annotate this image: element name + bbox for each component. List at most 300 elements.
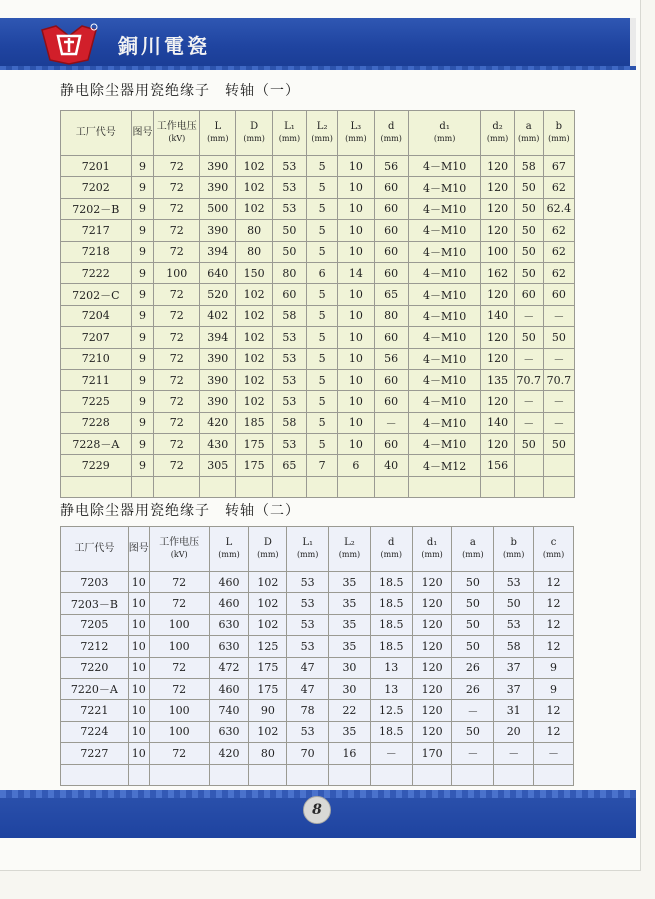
table-cell: 58 (494, 636, 534, 657)
table-cell: 12 (534, 572, 574, 593)
table-cell: 5 (307, 284, 338, 305)
table-cell (338, 476, 374, 497)
table2-header-row (61, 527, 574, 572)
table-cell: 72 (154, 369, 200, 390)
table-cell: 53 (287, 614, 329, 635)
table-cell: 102 (236, 156, 272, 177)
table-cell: 7221 (61, 700, 129, 721)
table-cell: 37 (494, 678, 534, 699)
table-cell: 156 (481, 455, 514, 476)
table-cell: 7204 (61, 305, 132, 326)
table-cell: 47 (287, 657, 329, 678)
table-cell: 4－M10 (408, 198, 481, 219)
table-cell (481, 476, 514, 497)
table-cell: 37 (494, 657, 534, 678)
table-cell: 7205 (61, 614, 129, 635)
table-cell: 7217 (61, 220, 132, 241)
table-cell: 60 (374, 241, 408, 262)
table-cell: 80 (236, 220, 272, 241)
table-cell: 102 (249, 721, 287, 742)
table-cell: 50 (543, 327, 574, 348)
table-cell: － (452, 700, 494, 721)
table-cell: 67 (543, 156, 574, 177)
table1-header-unit: (kV) (168, 134, 186, 143)
table-cell: 390 (200, 156, 236, 177)
table-cell: 7220 (61, 657, 129, 678)
table-cell: 60 (514, 284, 543, 305)
table-cell: 22 (329, 700, 371, 721)
table-cell (494, 764, 534, 785)
table2-header-cell (534, 527, 574, 572)
table-cell: 13 (370, 657, 412, 678)
table-cell: 60 (374, 198, 408, 219)
table-cell: 394 (200, 327, 236, 348)
table-cell: 62 (543, 220, 574, 241)
table-cell: 35 (329, 614, 371, 635)
table2-header-cell (209, 527, 249, 572)
table-cell: 102 (236, 305, 272, 326)
table-cell: 5 (307, 348, 338, 369)
table-cell (514, 476, 543, 497)
table-cell: 4－M10 (408, 177, 481, 198)
table-cell: 53 (272, 391, 306, 412)
table-cell: 72 (154, 327, 200, 348)
table2-header-cell (249, 527, 287, 572)
table-cell: 120 (412, 593, 452, 614)
table-cell: 7207 (61, 327, 132, 348)
table2-header-label: 图号 (128, 543, 149, 554)
table-cell: 60 (374, 220, 408, 241)
table1-header-label: d₁ (439, 121, 450, 132)
table-cell: 12 (534, 614, 574, 635)
table-cell: 56 (374, 348, 408, 369)
table-cell: 60 (543, 284, 574, 305)
table2-header-unit: (mm) (502, 550, 525, 559)
table-cell: 7227 (61, 743, 129, 764)
table-cell: 70 (287, 743, 329, 764)
table-cell: 402 (200, 305, 236, 326)
table1-header-label: 工厂代号 (75, 127, 116, 138)
table-cell: 80 (374, 305, 408, 326)
table-cell: 120 (481, 391, 514, 412)
table-cell: 9 (131, 412, 154, 433)
table-cell: 472 (209, 657, 249, 678)
table-cell: 100 (149, 721, 209, 742)
table1-header-unit: (mm) (518, 134, 540, 143)
table-cell (128, 764, 149, 785)
table-cell: 30 (329, 657, 371, 678)
table-cell: 630 (209, 721, 249, 742)
table2-header-unit: (mm) (542, 550, 565, 559)
table1-header-cell (481, 111, 514, 156)
table-cell: 72 (154, 156, 200, 177)
table-cell: 120 (481, 284, 514, 305)
table-cell: 10 (128, 636, 149, 657)
table-cell: 390 (200, 348, 236, 369)
table-cell: 53 (272, 348, 306, 369)
table1-header-label: d (387, 121, 395, 132)
table2-header-unit: (mm) (338, 550, 361, 559)
table-cell: 4－M10 (408, 369, 481, 390)
table2-header-label: b (510, 537, 517, 548)
table-cell: 7202－B (61, 198, 132, 219)
table-cell: 9 (131, 198, 154, 219)
table-cell: 102 (249, 614, 287, 635)
table-cell: 7202 (61, 177, 132, 198)
table-cell: 50 (272, 241, 306, 262)
table1-header-cell (307, 111, 338, 156)
table-cell: 72 (149, 657, 209, 678)
table-cell: 150 (236, 262, 272, 283)
table-cell: 9 (131, 284, 154, 305)
table-cell: 58 (272, 305, 306, 326)
table-cell: 53 (494, 614, 534, 635)
table1-header-cell (374, 111, 408, 156)
table2-header-label: L₂ (344, 537, 355, 548)
table-cell: 72 (154, 412, 200, 433)
table-cell: 53 (287, 721, 329, 742)
table1-header-label: 图号 (132, 127, 153, 138)
table-cell: 4－M10 (408, 305, 481, 326)
table-cell: 72 (154, 305, 200, 326)
table-cell: 9 (131, 391, 154, 412)
table-cell: 35 (329, 572, 371, 593)
table-cell: 7212 (61, 636, 129, 657)
table-cell: 50 (452, 572, 494, 593)
table-cell: 10 (338, 156, 374, 177)
table-cell: 50 (452, 614, 494, 635)
table-cell: 7218 (61, 241, 132, 262)
table-cell: 120 (412, 721, 452, 742)
table-cell: 53 (272, 327, 306, 348)
table-cell: 9 (534, 657, 574, 678)
table-cell: 175 (236, 455, 272, 476)
table-cell: 185 (236, 412, 272, 433)
table-cell: 53 (494, 572, 534, 593)
table-cell: 50 (452, 636, 494, 657)
table1 (60, 110, 575, 498)
table1-header-unit: (mm) (380, 134, 402, 143)
table-row (61, 369, 575, 390)
table1-header-label: L₁ (284, 121, 295, 132)
table-cell: 120 (481, 327, 514, 348)
table-cell: 125 (249, 636, 287, 657)
table-cell: 4－M10 (408, 348, 481, 369)
table-cell (249, 764, 287, 785)
table-row (61, 721, 574, 742)
table2-header-label: 工作电压 (159, 537, 200, 548)
table-cell: 50 (514, 262, 543, 283)
table-cell: 460 (209, 572, 249, 593)
table1-header-unit: (mm) (548, 134, 570, 143)
table1-title: 静电除尘器用瓷绝缘子 转轴（一） (60, 83, 300, 99)
table-row (61, 327, 575, 348)
table2-header-cell (370, 527, 412, 572)
table2-header-cell (494, 527, 534, 572)
table-cell: 7203 (61, 572, 129, 593)
table-cell: 5 (307, 391, 338, 412)
table-row (61, 177, 575, 198)
table-cell: 4－M10 (408, 220, 481, 241)
table-cell: 7228 (61, 412, 132, 433)
table-cell: 9 (534, 678, 574, 699)
table-cell: 6 (307, 262, 338, 283)
table-cell (307, 476, 338, 497)
table-cell: 10 (128, 572, 149, 593)
table-cell: 20 (494, 721, 534, 742)
table-cell: 10 (128, 700, 149, 721)
table2-header-label: c (550, 537, 557, 548)
table-cell: 175 (249, 678, 287, 699)
table-cell: 65 (272, 455, 306, 476)
table-cell: － (543, 305, 574, 326)
table-cell: 102 (236, 348, 272, 369)
table-cell: 12 (534, 593, 574, 614)
table-cell: 102 (236, 391, 272, 412)
table-cell: 50 (514, 434, 543, 455)
table-cell: 430 (200, 434, 236, 455)
table-cell: 56 (374, 156, 408, 177)
table-cell: 120 (481, 434, 514, 455)
table1-header-cell (514, 111, 543, 156)
table1-header-label: L (214, 121, 222, 132)
table-cell: 9 (131, 262, 154, 283)
table-cell (236, 476, 272, 497)
table-cell: 35 (329, 721, 371, 742)
table-cell: 47 (287, 678, 329, 699)
table1-header-label: L₂ (316, 121, 328, 132)
table-cell: 10 (338, 198, 374, 219)
table2-header-cell (287, 527, 329, 572)
table-cell: 5 (307, 177, 338, 198)
table-cell (412, 764, 452, 785)
table-cell: 72 (149, 593, 209, 614)
table-cell: 100 (481, 241, 514, 262)
table2-header-label: D (263, 537, 272, 548)
table-cell: 4－M10 (408, 412, 481, 433)
table-cell: 4－M10 (408, 327, 481, 348)
table-cell: 9 (131, 305, 154, 326)
table-cell: 50 (494, 593, 534, 614)
table-cell: 120 (481, 156, 514, 177)
table-cell: 10 (338, 177, 374, 198)
table-cell (61, 476, 132, 497)
table-cell (200, 476, 236, 497)
table-cell: 10 (338, 305, 374, 326)
table1-header-unit: (mm) (243, 134, 265, 143)
table-row (61, 220, 575, 241)
table-cell: 60 (374, 327, 408, 348)
table-cell: 72 (149, 678, 209, 699)
table1-header-unit: (mm) (345, 134, 367, 143)
table-cell: 7220－A (61, 678, 129, 699)
table-cell: 7224 (61, 721, 129, 742)
table-cell: 100 (154, 262, 200, 283)
company-logo-icon (38, 22, 100, 66)
table-cell: 26 (452, 657, 494, 678)
table-cell: 4－M10 (408, 391, 481, 412)
table1-header-label: a (525, 121, 532, 132)
table-cell: － (374, 412, 408, 433)
table-cell (209, 764, 249, 785)
table-cell: 4－M10 (408, 241, 481, 262)
table2-header-unit: (mm) (257, 550, 279, 559)
table-cell: － (370, 743, 412, 764)
table-cell: 140 (481, 412, 514, 433)
table-cell (543, 455, 574, 476)
table-cell: 10 (128, 678, 149, 699)
table-cell: 7210 (61, 348, 132, 369)
table-cell: 35 (329, 636, 371, 657)
table-row (61, 455, 575, 476)
table-cell: 40 (374, 455, 408, 476)
table-cell: 4－M12 (408, 455, 481, 476)
table-cell: 72 (149, 743, 209, 764)
table-cell: 30 (329, 678, 371, 699)
table-cell: 10 (338, 284, 374, 305)
table-cell: 14 (338, 262, 374, 283)
table-cell: 9 (131, 369, 154, 390)
table-cell: 9 (131, 156, 154, 177)
table-cell (149, 764, 209, 785)
table-cell: 5 (307, 156, 338, 177)
table2-header-label: L₁ (302, 537, 313, 548)
table-cell: 10 (128, 657, 149, 678)
table-cell: 500 (200, 198, 236, 219)
table-cell: 18.5 (370, 721, 412, 742)
table-cell: 5 (307, 434, 338, 455)
table-cell: 4－M10 (408, 434, 481, 455)
table-cell: 390 (200, 369, 236, 390)
table-cell: 6 (338, 455, 374, 476)
table-cell: 7222 (61, 262, 132, 283)
table-cell: 50 (543, 434, 574, 455)
table-row (61, 678, 574, 699)
table-cell: － (543, 391, 574, 412)
table-cell: － (534, 743, 574, 764)
table-cell: － (514, 391, 543, 412)
table2-header-cell (412, 527, 452, 572)
table-cell: － (514, 305, 543, 326)
table-row (61, 305, 575, 326)
table-cell (131, 476, 154, 497)
table-cell: 53 (272, 369, 306, 390)
table-cell: 100 (149, 636, 209, 657)
table-cell (408, 476, 481, 497)
table-cell: 72 (149, 572, 209, 593)
table2-header-unit: (kV) (170, 550, 188, 559)
table-cell: 9 (131, 455, 154, 476)
footer-banner (0, 790, 636, 838)
table-cell: 53 (287, 572, 329, 593)
table1-header-cell (236, 111, 272, 156)
table-cell: 50 (272, 220, 306, 241)
table-cell: 7225 (61, 391, 132, 412)
table1-header-label: 工作电压 (156, 121, 197, 132)
table1-header-label: D (250, 121, 259, 132)
table1-header-row (61, 111, 575, 156)
table-cell: 102 (236, 327, 272, 348)
table-cell: 80 (249, 743, 287, 764)
table-cell: 60 (374, 262, 408, 283)
table-cell: 72 (154, 434, 200, 455)
table-cell: 60 (272, 284, 306, 305)
table-cell: 420 (209, 743, 249, 764)
table-cell: 4－M10 (408, 262, 481, 283)
table-cell: 10 (128, 721, 149, 742)
table-cell: 9 (131, 434, 154, 455)
table1-header-cell (61, 111, 132, 156)
table-cell: 175 (249, 657, 287, 678)
table-cell: 10 (338, 391, 374, 412)
table-cell: 120 (412, 657, 452, 678)
table-cell: 5 (307, 305, 338, 326)
table1-header-cell (338, 111, 374, 156)
table1-header-cell (543, 111, 574, 156)
table-cell: 60 (374, 177, 408, 198)
table-cell: 120 (481, 177, 514, 198)
table-cell: 60 (374, 434, 408, 455)
table1-header-label: d₂ (492, 121, 503, 132)
table-cell: 72 (154, 348, 200, 369)
table-cell: － (494, 743, 534, 764)
table-cell: 70.7 (543, 369, 574, 390)
table-cell: 102 (236, 177, 272, 198)
table-cell: 50 (514, 198, 543, 219)
table-cell: 53 (272, 156, 306, 177)
table-cell: 18.5 (370, 614, 412, 635)
table-cell: 35 (329, 593, 371, 614)
table1-header-cell (408, 111, 481, 156)
table-cell: 9 (131, 241, 154, 262)
table-cell: 62 (543, 241, 574, 262)
table1-header-cell (200, 111, 236, 156)
table-cell: 5 (307, 327, 338, 348)
table-cell: 62.4 (543, 198, 574, 219)
table-cell (287, 764, 329, 785)
table-cell: 78 (287, 700, 329, 721)
table-cell: 5 (307, 369, 338, 390)
table-cell: 53 (272, 434, 306, 455)
table-cell: 10 (338, 434, 374, 455)
table-cell: 72 (154, 198, 200, 219)
table-cell: 9 (131, 220, 154, 241)
table-cell: 120 (412, 678, 452, 699)
table-cell: 72 (154, 177, 200, 198)
table-cell: 53 (287, 636, 329, 657)
table-cell: 100 (149, 700, 209, 721)
table2-header-label: d (388, 537, 395, 548)
table-cell: 394 (200, 241, 236, 262)
table-cell: 120 (481, 220, 514, 241)
table-cell (543, 476, 574, 497)
table-cell: 390 (200, 220, 236, 241)
table-cell: 740 (209, 700, 249, 721)
table-row (61, 434, 575, 455)
table-row (61, 657, 574, 678)
table-cell: 26 (452, 678, 494, 699)
table-cell: 50 (514, 327, 543, 348)
table-cell: 640 (200, 262, 236, 283)
table-cell: 10 (338, 369, 374, 390)
table-cell: － (543, 348, 574, 369)
table-cell: － (452, 743, 494, 764)
table-cell: 90 (249, 700, 287, 721)
table-cell: 7203－B (61, 593, 129, 614)
table-cell: 5 (307, 412, 338, 433)
table-cell: 50 (514, 220, 543, 241)
table2-header-unit: (mm) (380, 550, 402, 559)
